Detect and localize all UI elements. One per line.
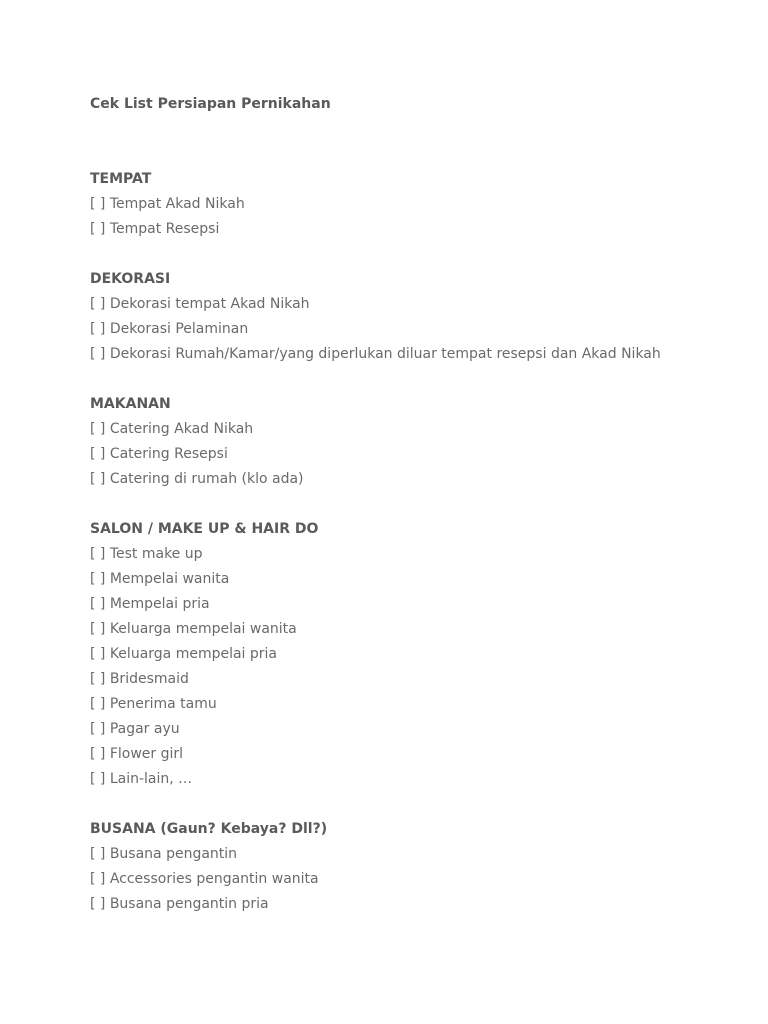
checklist-item	[90, 542, 750, 567]
checklist-item	[90, 417, 750, 442]
checklist-section	[90, 392, 750, 492]
checklist-section	[90, 167, 750, 242]
checkbox-mark: [ ]	[90, 571, 106, 587]
checklist-sections	[90, 167, 750, 917]
checklist-item-label: Keluarga mempelai pria	[109, 646, 278, 662]
spacer	[90, 117, 750, 167]
checklist-item-label: Keluarga mempelai wanita	[109, 621, 297, 637]
checklist-item-label: Busana pengantin pria	[109, 896, 269, 912]
checklist-item	[90, 317, 750, 342]
checklist-item-label: Busana pengantin	[109, 846, 238, 862]
checklist-item	[90, 567, 750, 592]
checklist-item	[90, 592, 750, 617]
checklist-item-label: Accessories pengantin wanita	[109, 871, 319, 887]
checklist-section	[90, 817, 750, 917]
checklist-item	[90, 767, 750, 792]
checkbox-mark: [ ]	[90, 446, 106, 462]
checkbox-mark: [ ]	[90, 221, 106, 237]
section-heading: SALON / MAKE UP & HAIR DO	[90, 521, 319, 537]
checklist-item	[90, 217, 750, 242]
section-heading: TEMPAT	[90, 171, 152, 187]
checklist-item	[90, 292, 750, 317]
checkbox-mark: [ ]	[90, 671, 106, 687]
checklist-item-label: Test make up	[109, 546, 203, 562]
checklist-item	[90, 867, 750, 892]
checklist-item	[90, 642, 750, 667]
checkbox-mark: [ ]	[90, 746, 106, 762]
checkbox-mark: [ ]	[90, 696, 106, 712]
checkbox-mark: [ ]	[90, 896, 106, 912]
document-title: Cek List Persiapan Pernikahan	[90, 96, 331, 112]
checkbox-mark: [ ]	[90, 546, 106, 562]
checklist-item-label: Lain-lain, …	[109, 771, 193, 787]
checklist-item-label: Dekorasi tempat Akad Nikah	[109, 296, 310, 312]
checklist-item-label: Bridesmaid	[109, 671, 189, 687]
checklist-item-label: Flower girl	[109, 746, 184, 762]
checklist-item-label: Mempelai pria	[109, 596, 210, 612]
checklist-item	[90, 692, 750, 717]
checklist-item-label: Catering Akad Nikah	[109, 421, 254, 437]
checklist-item-label: Tempat Akad Nikah	[109, 196, 245, 212]
checkbox-mark: [ ]	[90, 471, 106, 487]
checklist-item	[90, 892, 750, 917]
checklist-item-label: Penerima tamu	[109, 696, 217, 712]
checkbox-mark: [ ]	[90, 846, 106, 862]
checkbox-mark: [ ]	[90, 321, 106, 337]
section-heading: MAKANAN	[90, 396, 171, 412]
checkbox-mark: [ ]	[90, 646, 106, 662]
checklist-item	[90, 342, 750, 367]
checklist-item	[90, 842, 750, 867]
checkbox-mark: [ ]	[90, 771, 106, 787]
checklist-section	[90, 517, 750, 792]
checkbox-mark: [ ]	[90, 421, 106, 437]
checklist-item-label: Catering di rumah (klo ada)	[109, 471, 304, 487]
checkbox-mark: [ ]	[90, 621, 106, 637]
checklist-item	[90, 617, 750, 642]
checklist-item	[90, 742, 750, 767]
section-heading: BUSANA (Gaun? Kebaya? Dll?)	[90, 821, 328, 837]
checklist-item-label: Mempelai wanita	[109, 571, 230, 587]
checklist-item	[90, 467, 750, 492]
checklist-item	[90, 667, 750, 692]
checklist-section	[90, 267, 750, 367]
checklist-item-label: Dekorasi Pelaminan	[109, 321, 249, 337]
checkbox-mark: [ ]	[90, 196, 106, 212]
checkbox-mark: [ ]	[90, 871, 106, 887]
checkbox-mark: [ ]	[90, 596, 106, 612]
checklist-item	[90, 717, 750, 742]
checklist-item-label: Dekorasi Rumah/Kamar/yang diperlukan diluar tempat resepsi dan Akad Nikah	[109, 346, 661, 362]
section-heading: DEKORASI	[90, 271, 171, 287]
document-page	[90, 92, 750, 942]
checkbox-mark: [ ]	[90, 346, 106, 362]
checklist-item	[90, 442, 750, 467]
checklist-item-label: Pagar ayu	[109, 721, 180, 737]
checkbox-mark: [ ]	[90, 721, 106, 737]
checklist-item-label: Catering Resepsi	[109, 446, 228, 462]
checklist-item	[90, 192, 750, 217]
checklist-item-label: Tempat Resepsi	[109, 221, 220, 237]
checkbox-mark: [ ]	[90, 296, 106, 312]
